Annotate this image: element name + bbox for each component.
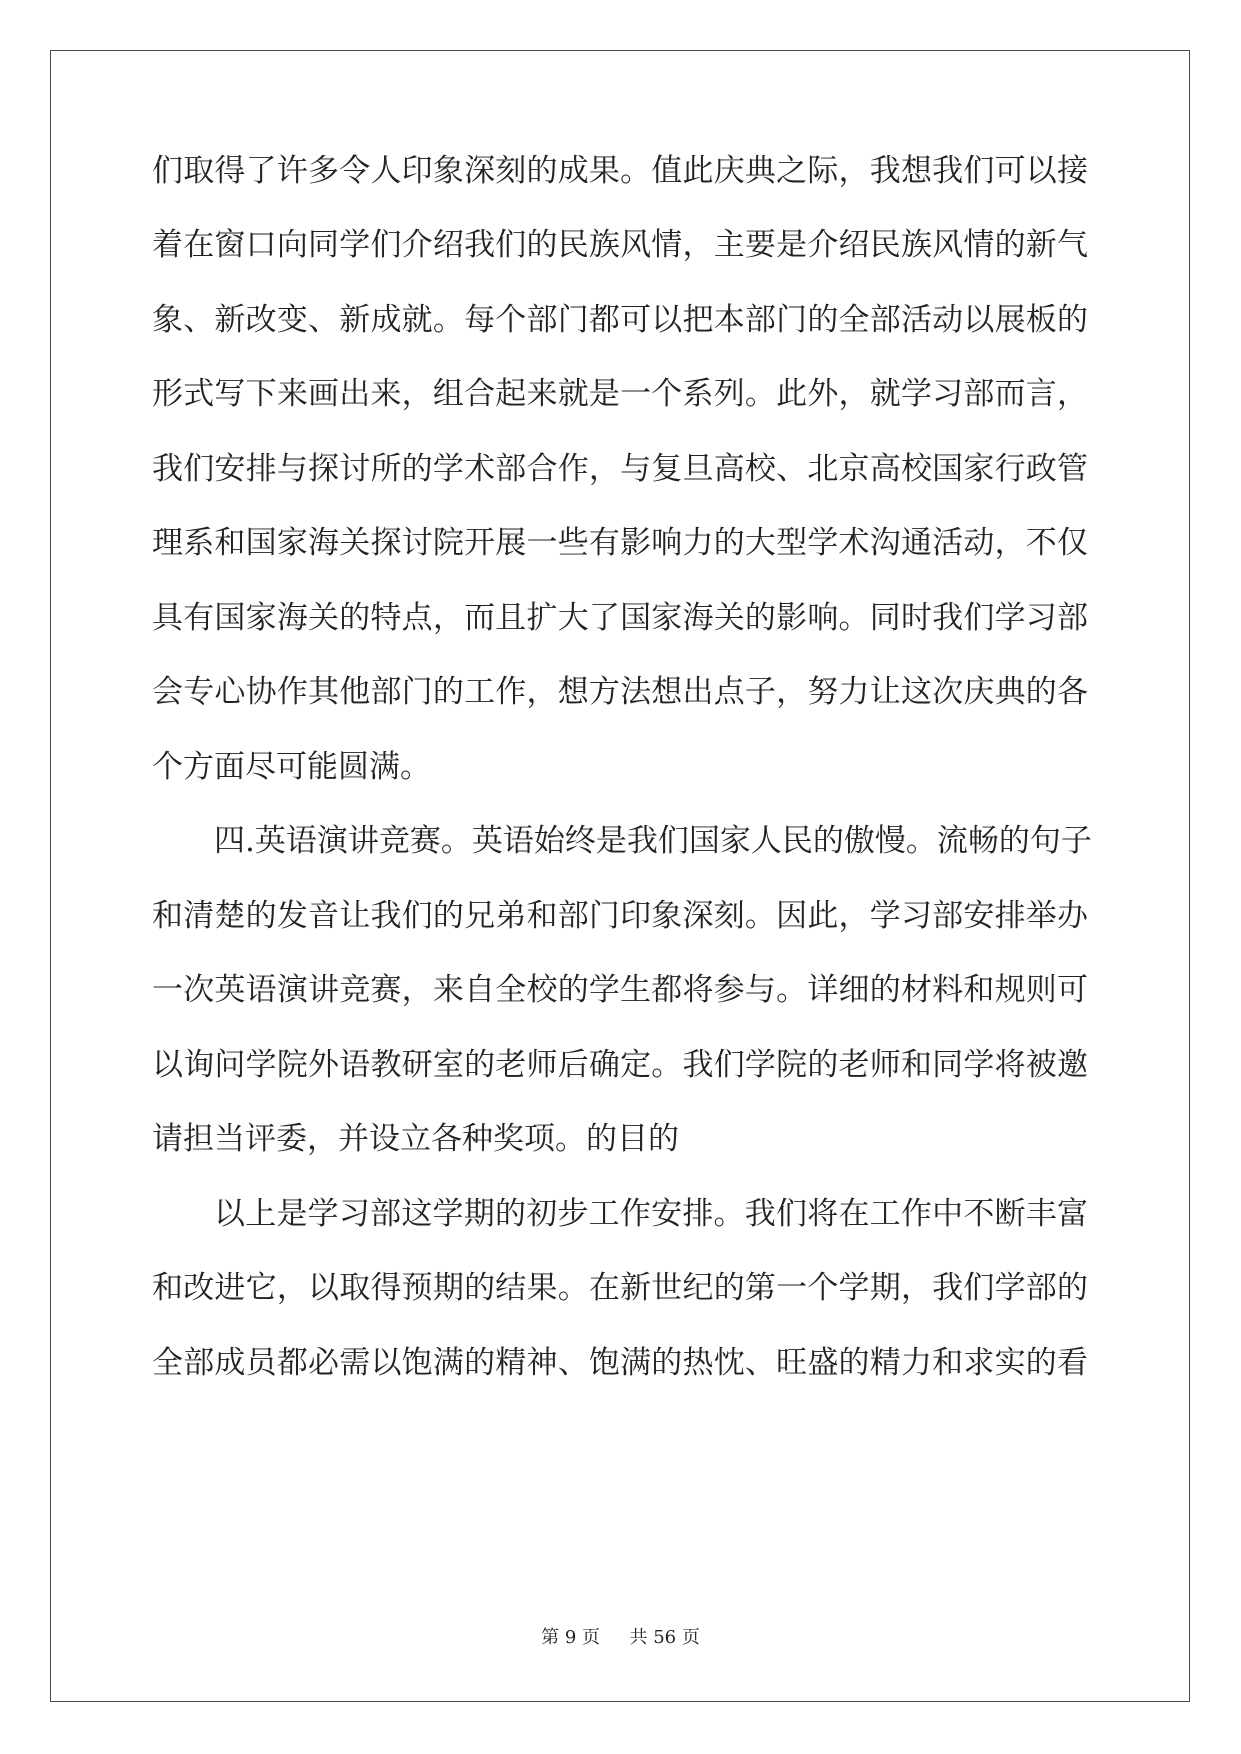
text-line: 具有国家海关的特点，而且扩大了国家海关的影响。同时我们学习部 [152, 600, 1088, 636]
text-line: 会专心协作其他部门的工作，想方法想出点子，努力让这次庆典的各 [152, 674, 1088, 710]
text-line: 请担当评委，并设立各种奖项。的目的 [152, 1121, 679, 1157]
text-line: 形式写下来画出来，组合起来就是一个系列。此外，就学习部而言， [152, 376, 1088, 412]
page-number: 第 9 页 [541, 1627, 601, 1648]
text-line: 一次英语演讲竞赛，来自全校的学生都将参与。详细的材料和规则可 [152, 972, 1088, 1008]
text-line: 我们安排与探讨所的学术部合作，与复旦高校、北京高校国家行政管 [152, 451, 1088, 487]
text-line: 四.英语演讲竞赛。英语始终是我们国家人民的傲慢。流畅的句子 [214, 823, 1092, 859]
text-line: 着在窗口向同学们介绍我们的民族风情，主要是介绍民族风情的新气 [152, 227, 1088, 263]
text-line: 理系和国家海关探讨院开展一些有影响力的大型学术沟通活动，不仅 [152, 525, 1088, 561]
text-line: 全部成员都必需以饱满的精神、饱满的热忱、旺盛的精力和求实的看 [152, 1345, 1088, 1381]
text-line: 象、新改变、新成就。每个部门都可以把本部门的全部活动以展板的 [152, 302, 1088, 338]
text-line: 以询问学院外语教研室的老师后确定。我们学院的老师和同学将被邀 [152, 1047, 1088, 1083]
text-line: 个方面尽可能圆满。 [152, 749, 431, 785]
text-line: 们取得了许多令人印象深刻的成果。值此庆典之际，我想我们可以接 [152, 153, 1088, 189]
page-footer [0, 1626, 1241, 1650]
page-border [50, 50, 1190, 1702]
text-line: 和清楚的发音让我们的兄弟和部门印象深刻。因此，学习部安排举办 [152, 898, 1088, 934]
text-line: 和改进它，以取得预期的结果。在新世纪的第一个学期，我们学部的 [152, 1270, 1088, 1306]
text-line: 以上是学习部这学期的初步工作安排。我们将在工作中不断丰富 [214, 1196, 1088, 1232]
page-total: 共 56 页 [629, 1627, 700, 1648]
